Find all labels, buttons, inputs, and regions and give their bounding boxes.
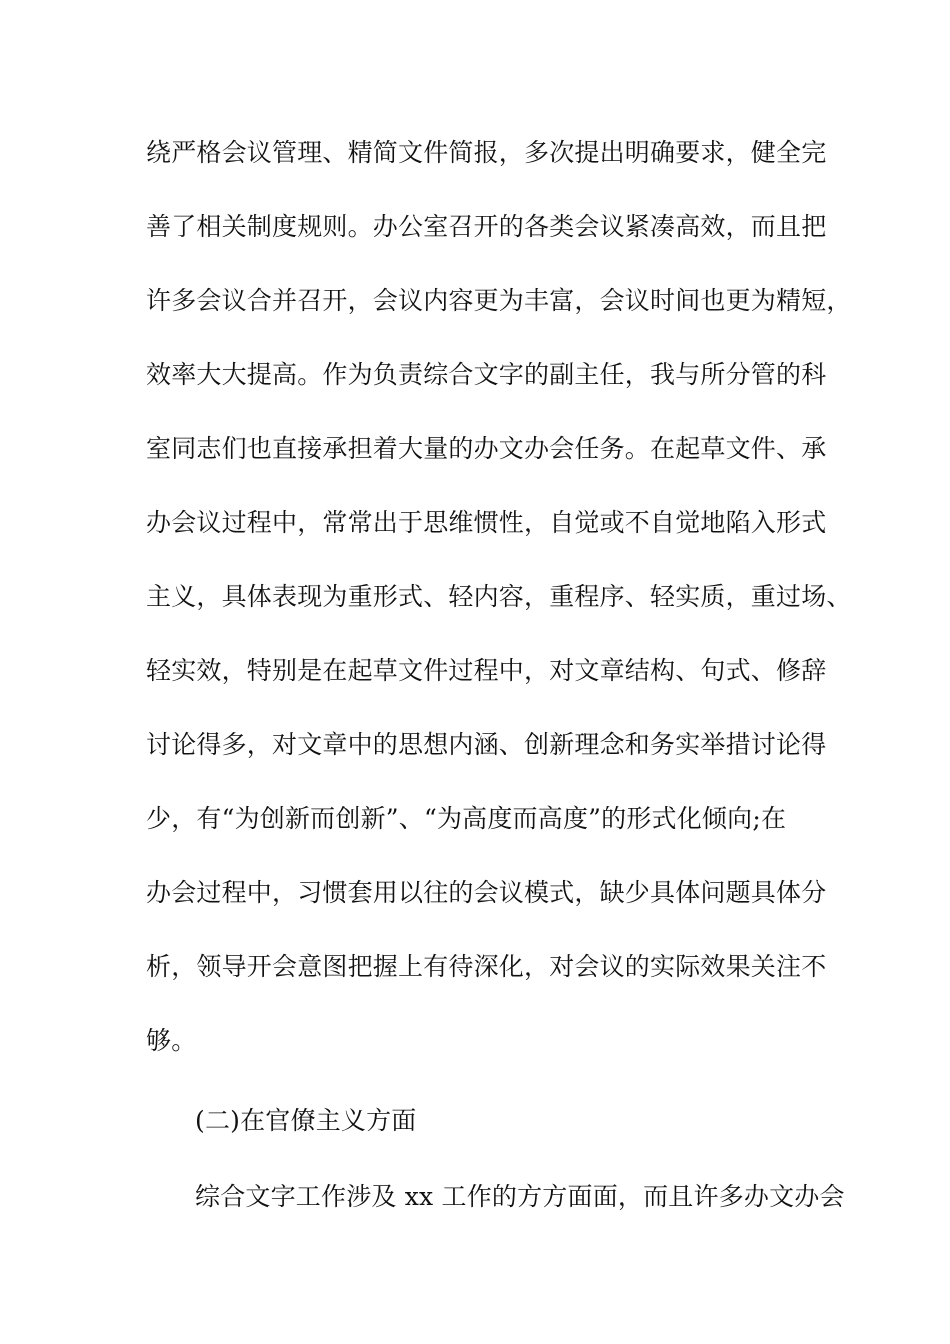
- paragraph-line: 主义，具体表现为重形式、轻内容，重程序、轻实质，重过场、: [146, 582, 852, 611]
- paragraph-line: 析，领导开会意图把握上有待深化，对会议的实际效果关注不: [146, 952, 827, 981]
- paragraph-line: 许多会议合并召开，会议内容更为丰富，会议时间也更为精短，: [146, 286, 852, 315]
- section-heading: (二)在官僚主义方面: [195, 1106, 417, 1135]
- paragraph-line: 少，有“为创新而创新”、“为高度而高度”的形式化倾向;在: [146, 804, 787, 833]
- paragraph-line: 综合文字工作涉及 xx 工作的方方面面，而且许多办文办会: [195, 1182, 845, 1211]
- paragraph-line: 办会议过程中，常常出于思维惯性，自觉或不自觉地陷入形式: [146, 508, 827, 537]
- paragraph-line: 轻实效，特别是在起草文件过程中，对文章结构、句式、修辞: [146, 656, 827, 685]
- paragraph-line: 善了相关制度规则。办公室召开的各类会议紧凑高效，而且把: [146, 212, 827, 241]
- paragraph-line: 够。: [146, 1026, 197, 1055]
- paragraph-line: 办会过程中，习惯套用以往的会议模式，缺少具体问题具体分: [146, 878, 827, 907]
- paragraph-line: 效率大大提高。作为负责综合文字的副主任，我与所分管的科: [146, 360, 827, 389]
- paragraph-line: 绕严格会议管理、精简文件简报，多次提出明确要求，健全完: [146, 138, 827, 167]
- paragraph-line: 讨论得多，对文章中的思想内涵、创新理念和务实举措讨论得: [146, 730, 827, 759]
- paragraph-line: 室同志们也直接承担着大量的办文办会任务。在起草文件、承: [146, 434, 827, 463]
